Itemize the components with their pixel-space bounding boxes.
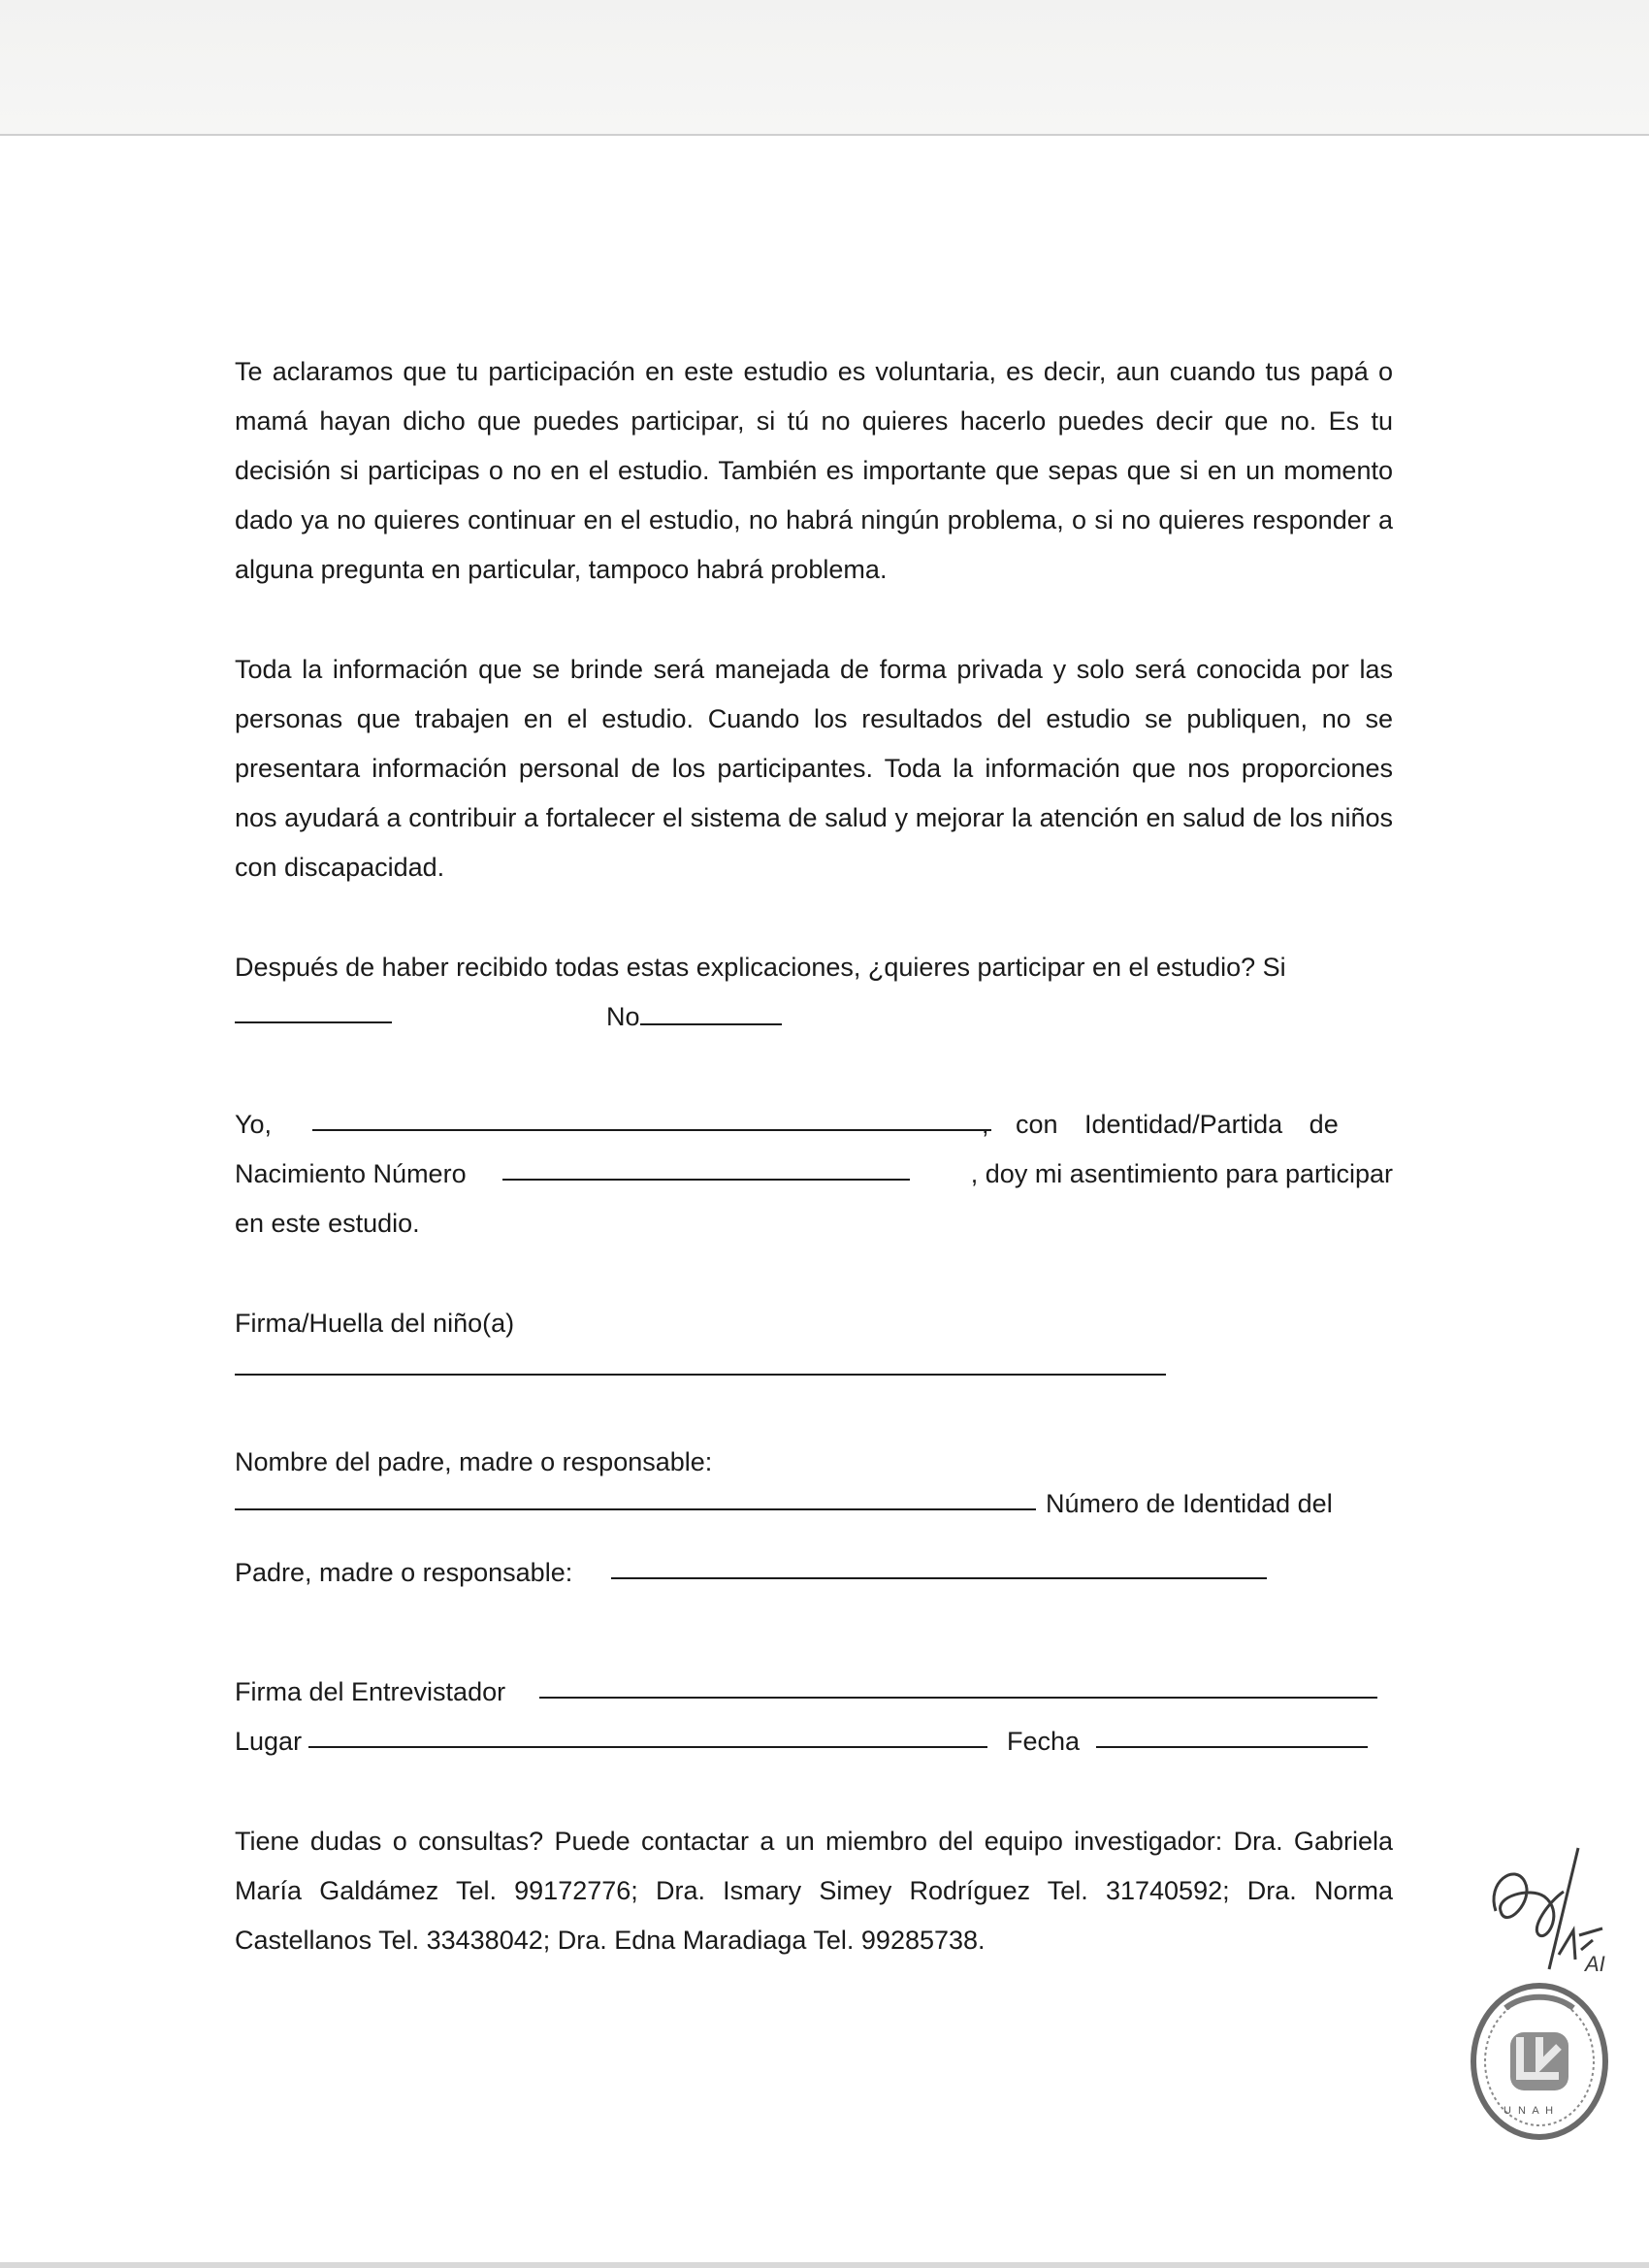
identity-label-group	[982, 1100, 1393, 1150]
yo-label: Yo,	[235, 1110, 273, 1139]
contacts-paragraph: Tiene dudas o consultas? Puede contactar a un miembro del equipo investigador: Dra. Gabriela María Galdámez Tel. 99172776; Dra. Ismary Simey Rodríguez Tel. 31740592; Dra. Norma Castellanos Tel. 33438042; Dra. Edna Maradiaga Tel. 99285738.	[235, 1827, 1393, 1955]
birth-number-line[interactable]	[502, 1150, 910, 1181]
no-label: No	[606, 1002, 640, 1031]
voluntary-participation-paragraph: Te aclaramos que tu participación en este estudio es voluntaria, es decir, aun cuando tus papá o mamá hayan dicho que puedes participar, si tú no quieres hacerlo puedes decir que no. Es tu decisión si participas o no en el estudio. También es importante que sepas que si en un momento dado ya no quieres continuar en el estudio, no habrá ningún problema, o si no quieres responder a alguna pregunta en particular, tampoco habrá problema.	[235, 357, 1393, 584]
interviewer-signature-line[interactable]	[539, 1668, 1377, 1699]
child-signature-section	[235, 1299, 1393, 1377]
identity-section	[235, 1100, 1393, 1248]
participation-question	[235, 943, 1393, 1042]
con-identidad-label: , con Identidad/Partida de	[982, 1110, 1339, 1139]
consent-form	[235, 347, 1393, 1965]
child-signature-label: Firma/Huella del niño(a)	[235, 1309, 515, 1338]
parent-section	[235, 1438, 1393, 1598]
estudio-label: en este estudio.	[235, 1209, 420, 1238]
nacimiento-label: Nacimiento Número	[235, 1159, 467, 1188]
seal-text: U N A H	[1504, 2105, 1556, 2117]
scan-bottom-edge	[0, 2262, 1649, 2268]
padre-label: Padre, madre o responsable:	[235, 1558, 573, 1587]
parent-name-label: Nombre del padre, madre o responsable:	[235, 1447, 713, 1476]
no-answer	[606, 992, 782, 1042]
si-answer-line[interactable]	[235, 992, 392, 1023]
scan-top-margin	[0, 0, 1649, 136]
fecha-line[interactable]	[1096, 1717, 1368, 1748]
child-name-line[interactable]	[312, 1100, 991, 1131]
child-signature-line[interactable]	[235, 1345, 1166, 1376]
signature-initials: AI	[1585, 1952, 1605, 1976]
fecha-label: Fecha	[1007, 1727, 1081, 1756]
lugar-label: Lugar	[235, 1727, 303, 1756]
parent-name-line[interactable]	[235, 1479, 1036, 1510]
lugar-line[interactable]	[308, 1717, 987, 1748]
parent-id-label: Número de Identidad del	[1046, 1489, 1333, 1518]
parent-id-line[interactable]	[611, 1548, 1267, 1579]
asentimiento-label: , doy mi asentimiento para participar	[970, 1159, 1393, 1188]
signature-and-seal	[1457, 1843, 1632, 2144]
interviewer-signature-label: Firma del Entrevistador	[235, 1677, 506, 1706]
privacy-paragraph: Toda la información que se brinde será manejada de forma privada y solo será conocida por las personas que trabajen en el estudio. Cuando los resultados del estudio se publiquen, no se presentara información personal de los participantes. Toda la información que nos proporciones nos ayudará a contribuir a fortalecer el sistema de salud y mejorar la atención en salud de los niños con discapacidad.	[235, 655, 1393, 882]
university-seal-icon	[1467, 1979, 1612, 2144]
no-answer-line[interactable]	[640, 994, 782, 1025]
participation-question-text: Después de haber recibido todas estas explicaciones, ¿quieres participar en el estudio? Si	[235, 953, 1286, 982]
interviewer-section	[235, 1668, 1393, 1766]
